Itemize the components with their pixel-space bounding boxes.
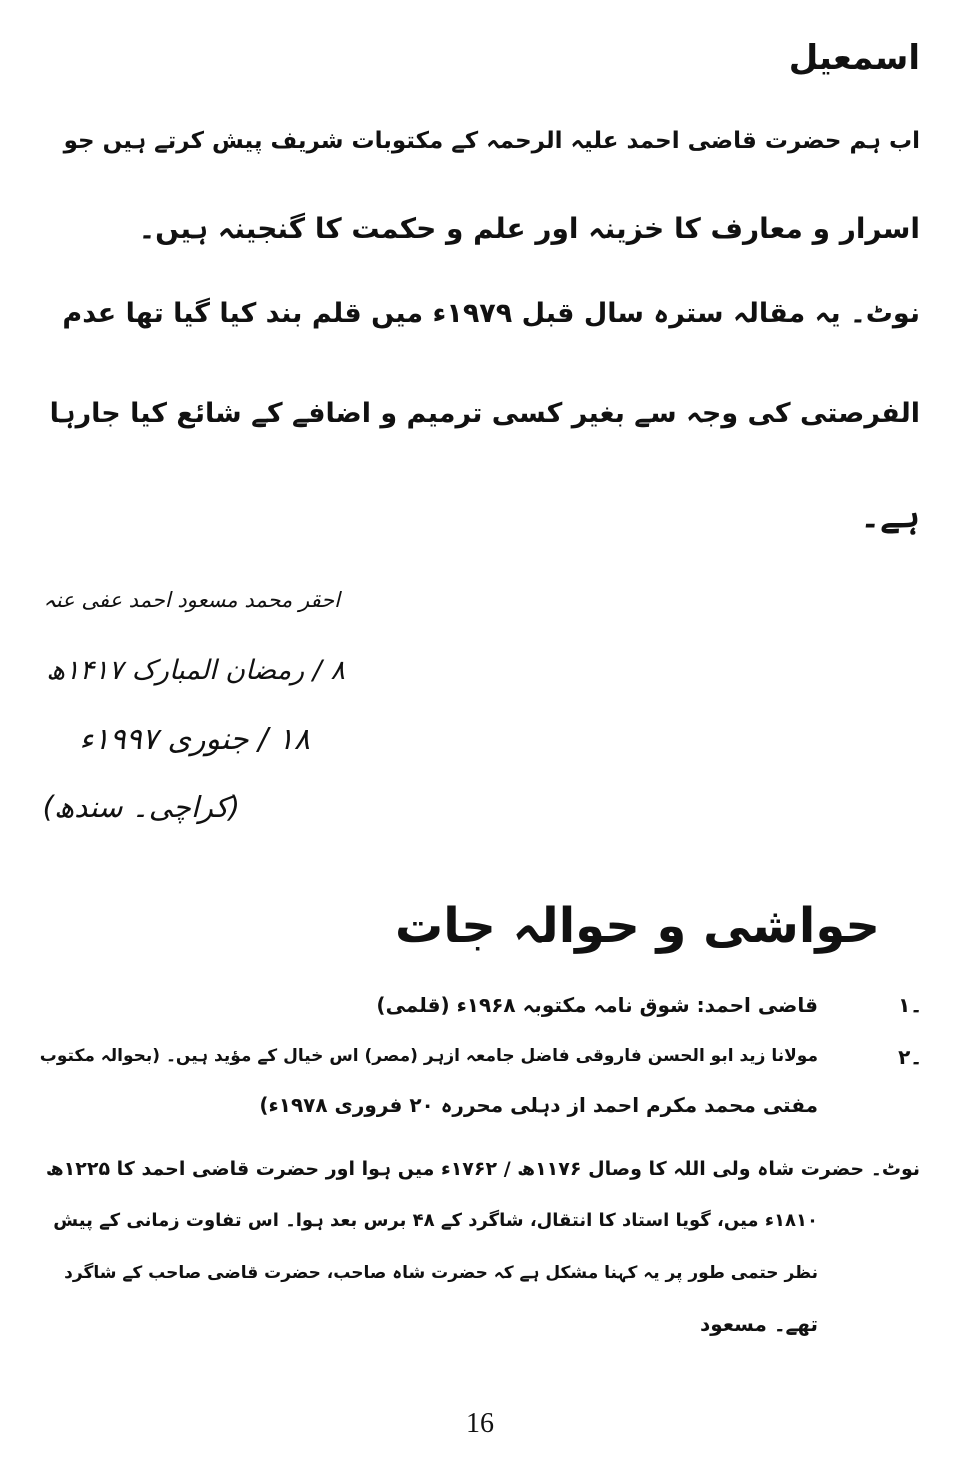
intro-line-2: اسرار و معارف کا خزینہ اور علم و حکمت کا گنجینہ ہیں۔ <box>138 212 920 245</box>
note-line-2: الفرصتی کی وجہ سے بغیر کسی ترمیم و اضافے کے شائع کیا جارہا <box>49 398 920 429</box>
footnote-note-line-2: ۱۸۱۰ء میں، گویا استاد کا انتقال، شاگرد کے ۴۸ برس بعد ہوا۔ اس تفاوت زمانی کے پیش <box>53 1210 818 1231</box>
signature-name: احقر محمد مسعود احمد عفی عنہ <box>43 588 340 612</box>
footnote-note-line-1: نوٹ۔ حضرت شاہ ولی اللہ کا وصال ۱۱۷۶ھ / ۱۷۶۲ء میں ہوا اور حضرت قاضی احمد کا ۱۲۲۵ھ <box>45 1158 920 1180</box>
footnote-number: ۔۲ <box>898 1045 922 1069</box>
footnotes-title: حواشی و حوالہ جات <box>394 898 880 954</box>
note-line-1: نوٹ۔ یہ مقالہ سترہ سال قبل ۱۹۷۹ء میں قلم بند کیا گیا تھا عدم <box>62 298 920 329</box>
footnote-note-line-4: تھے۔ مسعود <box>700 1312 818 1336</box>
note-line-3: ہے۔ <box>860 496 920 536</box>
footnote-1-text: قاضی احمد: شوق نامہ مکتوبہ ۱۹۶۸ء (قلمی) <box>376 993 818 1017</box>
intro-line-1: اب ہم حضرت قاضی احمد علیہ الرحمہ کے مکتوبات شریف پیش کرتے ہیں جو <box>63 128 920 154</box>
footnote-number: ۔۱ <box>898 993 922 1017</box>
header-mark: اسمعیل <box>788 38 920 78</box>
page-number: 16 <box>466 1408 494 1439</box>
signature-place: (کراچی۔ سندھ) <box>42 790 240 824</box>
footnote-2-line-1: مولانا زید ابو الحسن فاروقی فاضل جامعہ ازہر (مصر) اس خیال کے مؤید ہیں۔ (بحوالہ مکتوب <box>39 1046 818 1066</box>
footnote-2-line-2: مفتی محمد مکرم احمد از دہلی محررہ ۲۰ فروری ۱۹۷۸ء) <box>259 1093 818 1117</box>
footnote-note-line-3: نظر حتمی طور پر یہ کہنا مشکل ہے کہ حضرت شاہ صاحب، حضرت قاضی صاحب کے شاگرد <box>64 1263 818 1283</box>
signature-hijri-date: ۸ / رمضان المبارک ۱۴۱۷ھ <box>46 655 345 686</box>
signature-gregorian-date: ۱۸ / جنوری ۱۹۹۷ء <box>79 722 310 757</box>
